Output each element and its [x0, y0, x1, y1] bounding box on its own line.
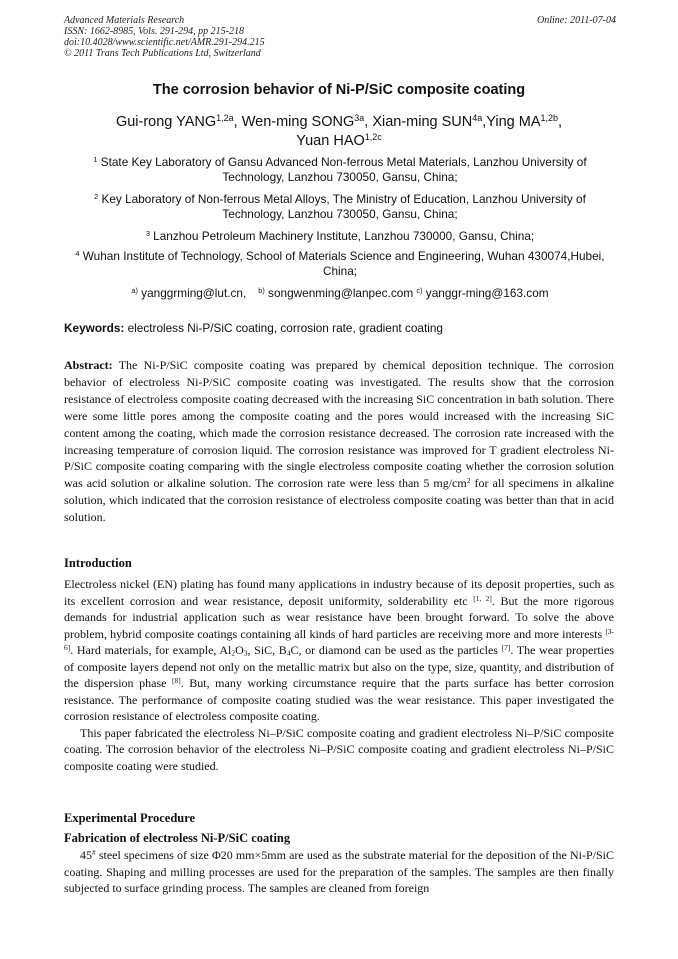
author-sep: , — [482, 114, 487, 130]
affiliation-number: 2 — [94, 191, 99, 201]
text-run: . Hard materials, for example, Al — [70, 643, 232, 657]
journal-name: Advanced Materials Research — [64, 15, 185, 26]
abstract-text: for all specimens in alkaline solution, which indicated that the corrosion resistance of electroless composite coating was better than that in acid solution. — [64, 476, 614, 525]
paragraph — [64, 576, 614, 725]
affiliation-number: 4 — [75, 248, 80, 258]
text-run: . But the more rigorous demands for industrial application such as wear resistance have been brought forward. To solve the above problem, hybrid composite coatings containing all kinds of hard particles are receiving more and more interests — [64, 593, 614, 641]
affiliation-number: 3 — [145, 228, 150, 238]
subscript: 3 — [243, 648, 248, 658]
abstract — [64, 357, 614, 526]
online-date: Online: 2011-07-04 — [537, 15, 616, 26]
paragraph — [64, 847, 614, 897]
keywords-text: electroless Ni-P/SiC coating, corrosion rate, gradient coating — [127, 321, 443, 335]
author-sep: , — [233, 114, 242, 130]
text-run: . But, many working circumstance require that the parts surface has better corrosion resistance. The performance of composite coating studied was the wear resistance. This paper investigated the corrosion resistance of electroless composite coating. — [64, 676, 615, 723]
affiliation-1 — [70, 155, 610, 185]
text-run: steel specimens of size Φ20 mm×5mm are used as the substrate material for the deposition of the Ni-P/SiC coating. Shaping and milling processes are used for the preparation of the samples. The samples are then finally subjected to surface grinding process. The samples are cleaned from foreign — [64, 848, 614, 895]
author-sup: 4a — [472, 113, 483, 124]
affiliation-text: Key Laboratory of Non-ferrous Metal Alloys, The Ministry of Education, Lanzhou University of Technology, Lanzhou 730050, Gansu, China; — [101, 192, 586, 221]
email-address[interactable]: yanggrming@lut.cn, — [141, 286, 247, 300]
author-name: Wen-ming SONG — [241, 114, 355, 130]
author-sup: 3a — [354, 113, 365, 124]
copyright-line: © 2011 Trans Tech Publications Ltd, Switzerland — [64, 48, 261, 59]
text-run: 45 — [80, 848, 92, 862]
email-mark: a) — [131, 285, 138, 295]
keywords-label: Keywords: — [64, 321, 125, 335]
text-run: . The wear properties of composite layers depend not only on the metallic matrix but also on the type, size, quantity, and distribution of the dispersion phase — [64, 643, 614, 690]
affiliation-number: 1 — [93, 154, 98, 164]
author-name: Gui-rong YANG — [115, 114, 217, 130]
text-run: , SiC, B — [247, 643, 287, 657]
text-run: C, or diamond can be used as the particles — [290, 643, 502, 657]
paper-title: The corrosion behavior of Ni-P/SiC composite coating — [152, 82, 526, 98]
subscript: 4 — [286, 648, 291, 658]
author-name: Xian-ming SUN — [372, 114, 473, 130]
email-address[interactable]: songwenming@lanpec.com — [268, 286, 414, 300]
author-name: Ying MA — [486, 114, 541, 130]
author-sup: 1,2b — [540, 113, 559, 124]
citation: [8] — [172, 675, 181, 685]
author-list — [74, 113, 604, 151]
email-mark: b) — [258, 285, 265, 295]
affiliation-text: State Key Laboratory of Gansu Advanced Non-ferrous Metal Materials, Lanzhou University of Technology, Lanzhou 730050, Gansu, China; — [100, 155, 587, 184]
author-sep: , — [364, 114, 373, 130]
subscript: 2 — [231, 648, 236, 658]
affiliation-text: Lanzhou Petroleum Machinery Institute, Lanzhou 730000, Gansu, China; — [153, 229, 535, 243]
author-sup: 1,2c — [364, 132, 382, 143]
doi-line: doi:10.4028/www.scientific.net/AMR.291-294.215 — [64, 37, 265, 48]
email-address[interactable]: yanggr-ming@163.com — [425, 286, 549, 300]
introduction-body — [64, 576, 614, 774]
email-mark: c) — [416, 285, 423, 295]
issn-line: ISSN: 1662-8985, Vols. 291-294, pp 215-218 — [64, 26, 244, 37]
section-heading-experimental: Experimental Procedure — [64, 811, 196, 825]
author-name: Yuan HAO — [296, 133, 365, 149]
citation: [7] — [501, 642, 511, 652]
text-run: Electroless nickel (EN) plating has found many applications in industry because of its deposit properties, such as its excellent corrosion and wear resistance, deposit uniformity, solderability etc — [64, 577, 614, 608]
unit-sup: 2 — [466, 476, 471, 486]
author-sep: , — [558, 114, 563, 130]
journal-header — [64, 15, 616, 59]
citation: [1, 2] — [473, 593, 492, 603]
grade-sup: # — [92, 847, 96, 857]
abstract-label: Abstract: — [64, 358, 113, 372]
author-emails — [70, 286, 610, 300]
keywords-line — [64, 321, 616, 335]
section-heading-introduction: Introduction — [64, 556, 132, 570]
author-sup: 1,2a — [216, 113, 234, 124]
abstract-text: The Ni-P/SiC composite coating was prepared by chemical deposition technique. The corrosion behavior of electroless Ni-P/SiC composite coating was investigated. The results show that the corrosion resistance of electroless composite coating decreased with the increasing SiC concentration in bath solution. There were some little pores among the composite coating and the pores would increased with the increasing SiC content among the coating, which made the corrosion resistance decreased. The corrosion rate increased with the increasing temperature of corrosion liquid. The corrosion resistance was improved for T gradient electroless Ni-P/SiC composite coating comparing with the single electroless composite coating whether the corrosion solution was acid solution or alkaline solution. The corrosion rate were less than 5 mg/cm — [64, 358, 614, 491]
affiliation-3 — [70, 229, 610, 244]
text-run: O — [235, 643, 244, 657]
citation: [3-6] — [64, 626, 614, 652]
affiliation-2 — [70, 192, 610, 222]
affiliation-text: Wuhan Institute of Technology, School of Materials Science and Engineering, Wuhan 430074,Hubei, China; — [82, 249, 605, 278]
paragraph: This paper fabricated the electroless Ni–P/SiC composite coating and gradient electroless Ni–P/SiC composite coating. The corrosion behavior of the electroless Ni–P/SiC composite coating and gradient electroless Ni–P/SiC composite coating were studied. — [64, 725, 614, 773]
subsection-heading-fabrication: Fabrication of electroless Ni-P/SiC coating — [64, 831, 291, 845]
affiliation-4 — [70, 249, 610, 279]
experimental-body — [64, 847, 614, 897]
